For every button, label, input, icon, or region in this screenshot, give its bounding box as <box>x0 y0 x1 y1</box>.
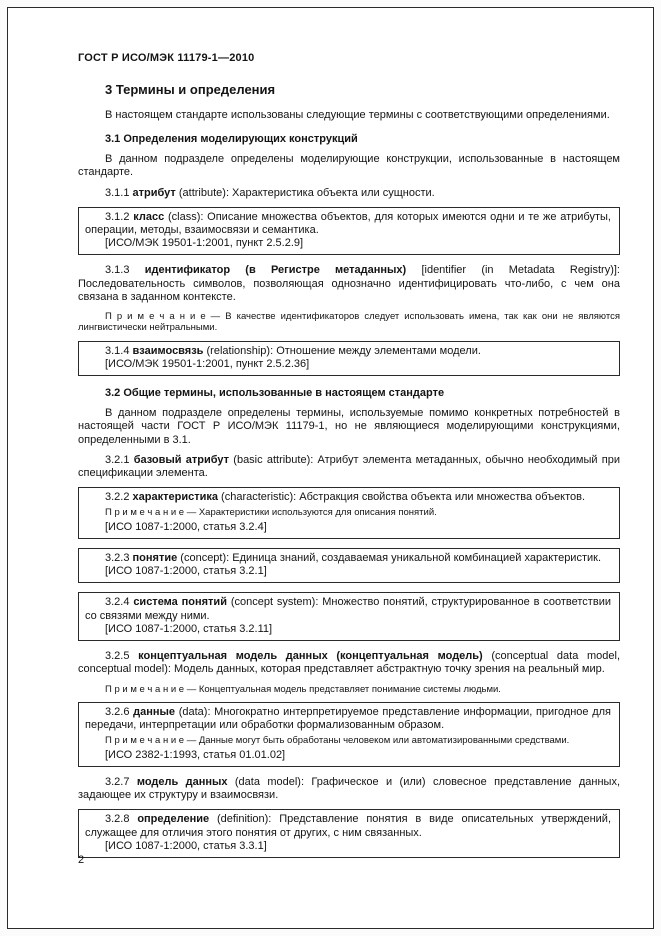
reference: [ИСО 1087-1:2000, статья 3.3.1] <box>105 839 267 852</box>
boxed-term <box>78 207 620 256</box>
term-number: 3.1.4 <box>105 344 133 357</box>
term-text: (definition): Представление понятия в виде описательных утверждений, служащее для отличия этого понятия от других, с ним связанных. <box>85 813 611 839</box>
document-body <box>78 82 620 858</box>
term-text: (data model): Графическое и (или) словесное представление данных, задающее их структуру и взаимосвязи. <box>78 775 620 802</box>
term-number: 3.2.2 <box>105 491 133 504</box>
note: П р и м е ч а н и е — Данные могут быть обработаны человеком или автоматизированными средствами. <box>105 735 570 747</box>
term-text: (relationship): Отношение между элементами модели. <box>203 344 481 357</box>
subsection-heading: 3.2 Общие термины, использованные в настоящем стандарте <box>105 387 445 400</box>
paragraph: В данном подразделе определены термины, используемые помимо конкретных потребностей в настоящей части ГОСТ Р ИСО/МЭК 11179-1, но не являющиеся моделирующими конструкциями, определенными в 3.1. <box>78 407 620 446</box>
boxed-term <box>78 592 620 641</box>
note-label: П р и м е ч а н и е — <box>105 683 199 695</box>
term-text: (data): Многократно интерпретируемое представление информации, пригодное для передачи, интерпретации или обработки формализованным образом. <box>85 705 611 732</box>
term-number: 3.2.8 <box>105 813 138 826</box>
term-name: класс <box>133 210 165 223</box>
term-text: (basic attribute): Атрибут элемента метаданных, обычно необходимый при спецификации элемента. <box>78 453 620 480</box>
term-definition <box>85 706 611 732</box>
term-name: характеристика <box>132 491 218 504</box>
note-label: П р и м е ч а н и е — <box>105 507 199 519</box>
term-definition <box>78 264 620 304</box>
term-definition <box>85 211 611 237</box>
term-definition <box>85 596 611 622</box>
term-text: (attribute): Характеристика объекта или сущности. <box>175 186 435 199</box>
term-number: 3.1.3 <box>105 264 145 277</box>
term-name: атрибут <box>132 186 176 199</box>
term-text: [identifier (in Metadata Registry)]: Последовательность символов, позволяющая однозначно идентифицировать что-либо, с чем она связана в заданном контексте. <box>78 264 620 303</box>
subsection-heading: 3.1 Определения моделирующих конструкций <box>105 133 358 146</box>
reference: [ИСО/МЭК 19501-1:2001, пункт 2.5.2.9] <box>105 237 304 250</box>
term-number: 3.1.1 <box>105 186 133 199</box>
term-text: (characteristic): Абстракция свойства объекта или множества объектов. <box>218 491 586 504</box>
term-definition <box>85 813 611 839</box>
term-definition <box>85 345 611 358</box>
term-name: понятие <box>132 552 178 565</box>
reference: [ИСО 1087-1:2000, статья 3.2.1] <box>105 565 267 578</box>
term-definition <box>78 454 620 480</box>
paragraph: В данном подразделе определены моделирующие конструкции, использованные в настоящем стандарте. <box>78 153 620 179</box>
term-name: взаимосвязь <box>132 344 204 357</box>
reference: [ИСО 1087-1:2000, статья 3.2.4] <box>105 520 267 533</box>
paragraph: В настоящем стандарте использованы следующие термины с соответствующими определениями. <box>105 109 610 121</box>
page-number: 2 <box>78 854 85 866</box>
term-number: 3.1.2 <box>105 210 134 223</box>
term-number: 3.2.3 <box>105 552 133 565</box>
term-text: (conceptual data model, conceptual model): Модель данных, которая представляет абстрактную точку зрения на реальный мир. <box>78 650 620 676</box>
term-definition <box>78 650 620 676</box>
boxed-term <box>78 548 620 583</box>
term-name: система понятий <box>133 596 227 609</box>
reference: [ИСО/МЭК 19501-1:2001, пункт 2.5.2.36] <box>105 358 310 371</box>
document-header: ГОСТ Р ИСО/МЭК 11179-1—2010 <box>78 52 255 64</box>
term-text: (class): Описание множества объектов, для которых имеются одни и те же атрибуты, операции, методы, взаимосвязи и семантика. <box>85 210 611 237</box>
term-number: 3.2.4 <box>105 596 134 609</box>
boxed-term <box>78 487 620 539</box>
reference: [ИСО 2382-1:1993, статья 01.01.02] <box>105 748 286 761</box>
term-name: определение <box>137 813 210 826</box>
note-label: П р и м е ч а н и е — <box>105 311 226 323</box>
note: П р и м е ч а н и е — Характеристики используются для описания понятий. <box>105 507 437 519</box>
note: П р и м е ч а н и е — Концептуальная модель представляет понимание системы людьми. <box>105 683 501 695</box>
term-name: базовый атрибут <box>133 453 230 466</box>
term-definition <box>78 776 620 802</box>
term-name: модель данных <box>136 775 228 788</box>
note: П р и м е ч а н и е — В качестве идентификаторов следует использовать имена, так как они не являются лингвистически нейтральными. <box>78 311 620 334</box>
term-number: 3.2.7 <box>105 775 137 788</box>
boxed-term <box>78 702 620 767</box>
term-definition <box>85 552 611 565</box>
section-heading: 3 Термины и определения <box>105 82 276 97</box>
term-number: 3.2.5 <box>105 650 139 663</box>
term-definition <box>85 491 611 504</box>
term-number: 3.2.1 <box>105 453 134 466</box>
boxed-term <box>78 341 620 376</box>
document-page <box>7 7 654 929</box>
term-name: идентификатор (в Регистре метаданных) <box>144 264 407 277</box>
term-name: концептуальная модель данных (концептуальная модель) <box>138 650 483 663</box>
reference: [ИСО 1087-1:2000, статья 3.2.11] <box>105 622 273 635</box>
term-number: 3.2.6 <box>105 705 134 718</box>
term-text: (concept system): Множество понятий, структурированное в соответствии со связями между ними. <box>85 596 611 622</box>
boxed-term <box>78 809 620 858</box>
term-name: данные <box>133 705 176 718</box>
term-definition <box>78 187 620 200</box>
term-text: (concept): Единица знаний, создаваемая уникальной комбинацией характеристик. <box>177 552 602 565</box>
note-label: П р и м е ч а н и е — <box>105 735 199 747</box>
